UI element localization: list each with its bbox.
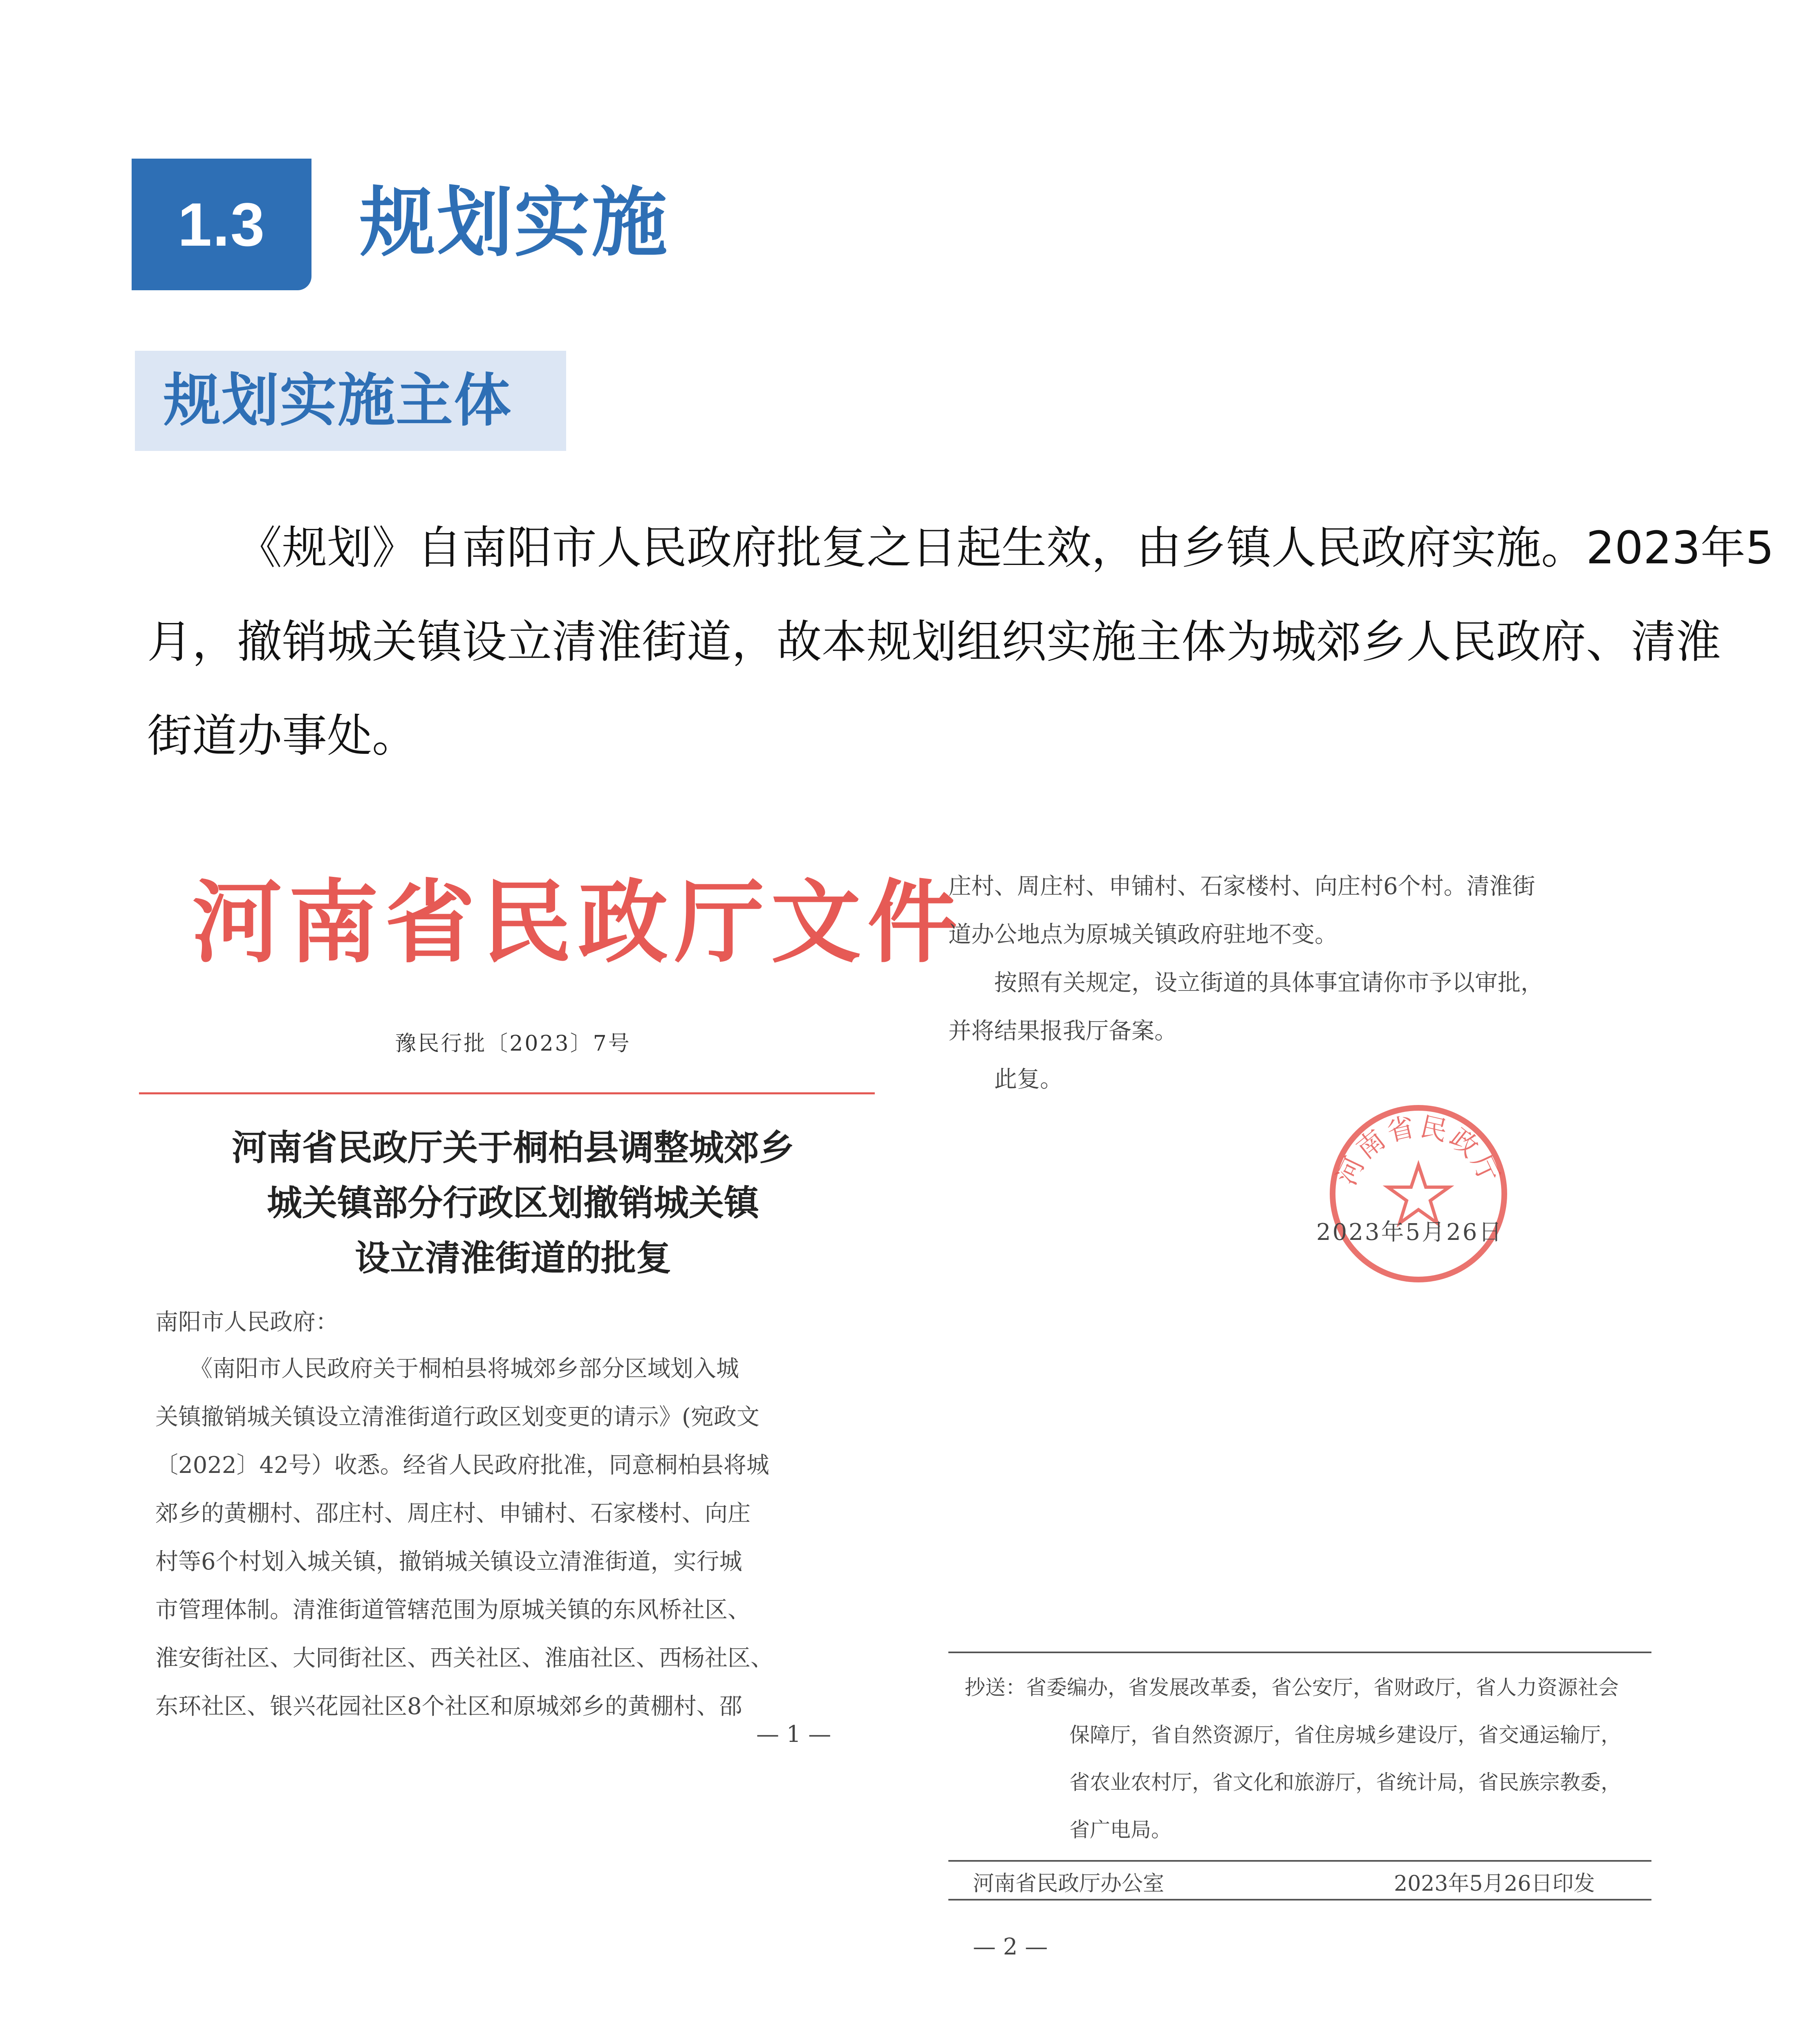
document-scan-page-1 xyxy=(131,834,964,1786)
body-line: 并将结果报我厅备案。 xyxy=(948,1018,1177,1044)
paragraph-line: 街道办事处。 xyxy=(147,710,417,762)
subtitle: 规划实施主体 xyxy=(164,368,512,434)
document-body-continued xyxy=(948,863,1660,1104)
issue-date: 2023年5月26日印发 xyxy=(1394,1871,1595,1896)
cc-line: 省广电局。 xyxy=(1069,1818,1172,1842)
cc-middle-rule xyxy=(948,1860,1651,1862)
cc-top-rule xyxy=(948,1652,1651,1653)
section-title: 规划实施 xyxy=(360,179,669,267)
document-title-line: 河南省民政厅关于桐柏县调整城郊乡 xyxy=(232,1127,794,1168)
document-body xyxy=(155,1345,867,1731)
body-line: 淮安街社区、大同街社区、西关社区、淮庙社区、西杨社区、 xyxy=(155,1645,773,1672)
cc-bottom-rule xyxy=(948,1899,1651,1901)
cc-label: 抄送： xyxy=(965,1676,1026,1699)
body-line: 《南阳市人民政府关于桐柏县将城郊乡部分区域划入城 xyxy=(155,1356,739,1382)
body-line: 郊乡的黄棚村、邵庄村、周庄村、申铺村、石家楼村、向庄 xyxy=(155,1500,751,1527)
cc-line: 保障厅，省自然资源厅，省住房城乡建设厅，省交通运输厅， xyxy=(1069,1723,1621,1747)
section-number: 1.3 xyxy=(177,190,266,259)
seal-text: 河南省民政厅 xyxy=(1331,1110,1506,1190)
body-line: 关镇撤销城关镇设立清淮街道行政区划变更的请示》(宛政文 xyxy=(155,1404,760,1430)
document-title-line: 设立清淮街道的批复 xyxy=(355,1237,671,1279)
body-line: 村等6个村划入城关镇，撤销城关镇设立清淮街道，实行城 xyxy=(155,1549,742,1575)
body-line: 市管理体制。清淮街道管辖范围为原城关镇的东风桥社区、 xyxy=(155,1597,751,1623)
page-number: — 1 — xyxy=(756,1721,831,1748)
document-scan-page-2 xyxy=(948,863,1668,1966)
addressee: 南阳市人民政府： xyxy=(155,1309,338,1336)
page-number: — 2 — xyxy=(973,1934,1048,1960)
svg-text:河南省民政厅 xyxy=(1331,1111,1506,1190)
cc-line: 省农业农村厅，省文化和旅游厅，省统计局，省民族宗教委， xyxy=(1069,1771,1621,1794)
cc-list xyxy=(965,1664,1660,1853)
body-line: 〔2022〕42号）收悉。经省人民政府批准，同意桐柏县将城 xyxy=(155,1452,769,1479)
body-paragraph xyxy=(147,501,1774,783)
paragraph-line: 《规划》自南阳市人民政府批复之日起生效，由乡镇人民政府实施。2023年5 xyxy=(237,522,1774,574)
official-seal-icon xyxy=(1324,1100,1512,1288)
cc-line: 省委编办，省发展改革委，省公安厅，省财政厅，省人力资源社会 xyxy=(1026,1676,1619,1699)
paragraph-line: 月，撤销城关镇设立清淮街道，故本规划组织实施主体为城郊乡人民政府、清淮 xyxy=(147,616,1721,668)
document-title xyxy=(131,1120,895,1286)
section-number-badge xyxy=(132,159,311,290)
body-line: 此复。 xyxy=(948,1066,1063,1093)
body-line: 道办公地点为原城关镇政府驻地不变。 xyxy=(948,921,1338,948)
body-line: 东环社区、银兴花园社区8个社区和原城郊乡的黄棚村、邵 xyxy=(155,1693,742,1720)
issuer: 河南省民政厅办公室 xyxy=(973,1871,1165,1896)
document-title-line: 城关镇部分行政区划撤销城关镇 xyxy=(267,1182,759,1224)
body-line: 庄村、周庄村、申铺村、石家楼村、向庄村6个村。清淮街 xyxy=(948,873,1535,900)
document-number: 豫民行批〔2023〕7号 xyxy=(395,1031,631,1056)
document-red-header: 河南省民政厅文件 xyxy=(192,869,964,975)
body-line: 按照有关规定，设立街道的具体事宜请你市予以审批， xyxy=(948,970,1544,996)
approval-date: 2023年5月26日 xyxy=(1316,1219,1503,1246)
red-divider xyxy=(139,1092,875,1094)
